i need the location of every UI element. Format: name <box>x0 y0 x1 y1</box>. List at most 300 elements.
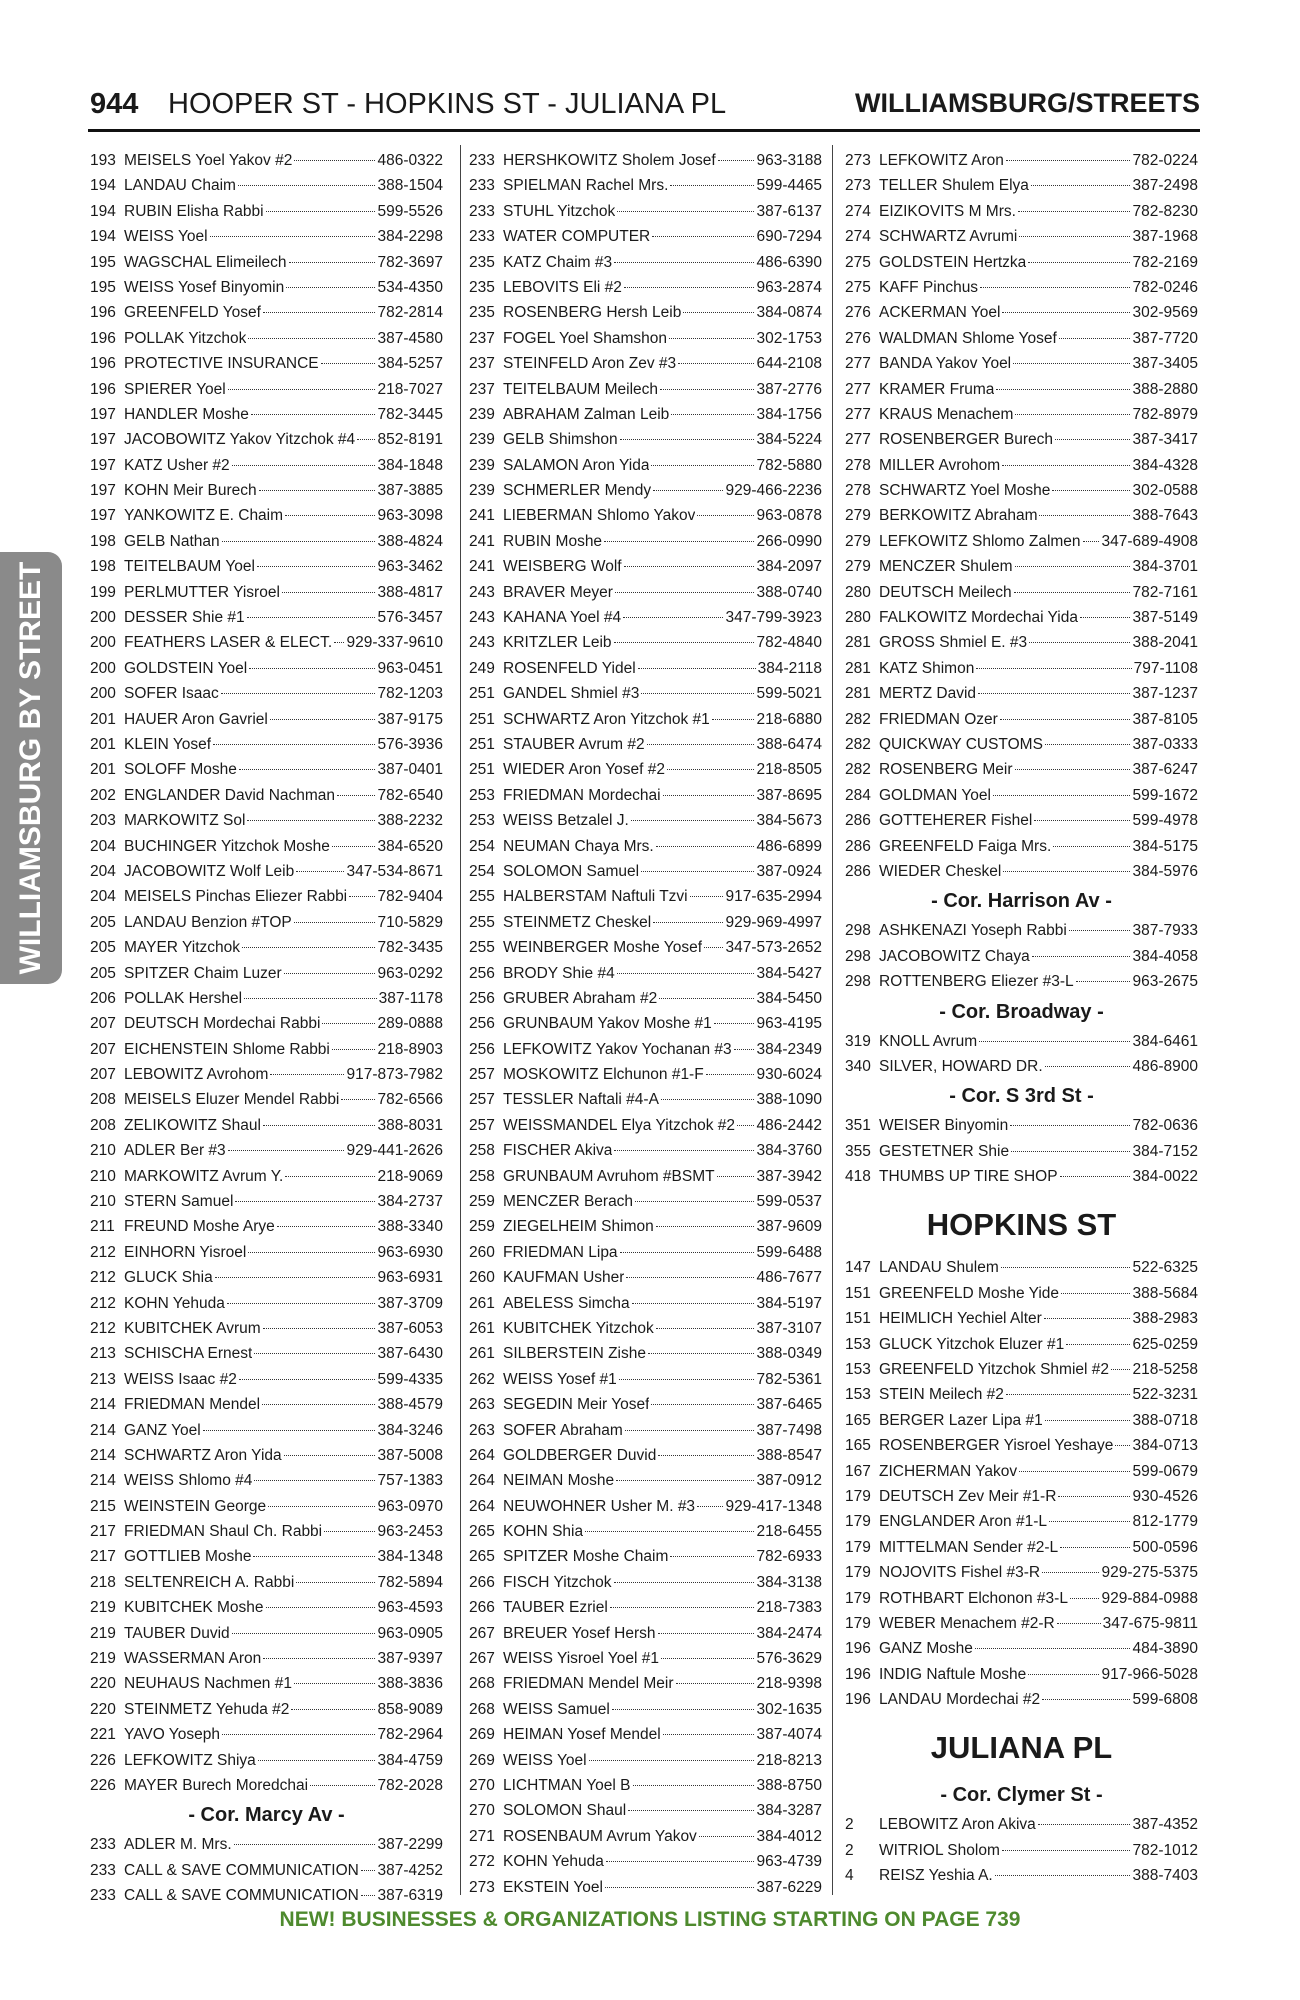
resident-name: SILVER, HOWARD DR. <box>879 1057 1043 1075</box>
resident-name: GRUNBAUM Avruhom #BSMT <box>503 1167 715 1185</box>
phone-number: 782-8230 <box>1132 202 1198 220</box>
listing-row <box>469 1748 822 1773</box>
side-tab <box>0 552 62 984</box>
resident-name: HERSHKOWITZ Sholem Josef <box>503 152 716 169</box>
listing-row <box>845 1281 1198 1306</box>
house-number: 281 <box>845 634 871 652</box>
dot-leader <box>213 744 375 745</box>
phone-number: 782-3435 <box>377 939 443 957</box>
listing-row <box>90 1494 443 1519</box>
dot-leader <box>1019 236 1130 237</box>
resident-name: MERTZ David <box>879 685 977 703</box>
listing-row <box>90 1316 443 1341</box>
dot-leader <box>1028 1674 1099 1675</box>
resident-name: ABELESS Simcha <box>503 1294 630 1312</box>
listing-row <box>845 275 1198 300</box>
listing-row <box>845 503 1198 528</box>
dot-leader <box>310 1785 375 1786</box>
listing-row <box>469 1062 822 1087</box>
phone-number: 384-3287 <box>756 1802 822 1820</box>
house-number: 275 <box>845 253 871 271</box>
listing-row <box>469 1544 822 1569</box>
column-divider <box>832 145 833 1895</box>
phone-number: 387-8105 <box>1132 710 1198 728</box>
phone-number: 929-417-1348 <box>725 1497 822 1515</box>
listing-row <box>845 944 1198 969</box>
phone-number: 387-3107 <box>756 1319 822 1337</box>
phone-number: 387-7933 <box>1132 922 1198 940</box>
listing-row <box>845 834 1198 859</box>
listing-row <box>845 377 1198 402</box>
resident-name: FRIEDMAN Mordechai <box>503 786 661 804</box>
phone-number: 388-4579 <box>377 1396 443 1414</box>
dot-leader <box>1053 846 1130 847</box>
listing-row <box>469 783 822 808</box>
listing-row <box>90 1087 443 1112</box>
phone-number: 387-1237 <box>1132 685 1198 703</box>
resident-name: WEISS Yoel <box>124 228 208 246</box>
house-number: 253 <box>469 812 495 830</box>
dot-leader <box>332 846 376 847</box>
dot-leader <box>254 1353 375 1354</box>
phone-number: 599-0537 <box>756 1193 822 1211</box>
listing-row <box>90 1214 443 1239</box>
resident-name: STAUBER Avrum #2 <box>503 735 645 753</box>
dot-leader <box>697 515 754 516</box>
phone-number: 782-6933 <box>756 1548 822 1566</box>
resident-name: KOHN Yehuda <box>124 1294 225 1312</box>
dot-leader <box>712 719 755 720</box>
house-number: 200 <box>90 634 116 652</box>
phone-number: 384-7152 <box>1132 1142 1198 1160</box>
resident-name: WEISBERG Wolf <box>503 558 622 576</box>
street-heading: JULIANA PL <box>930 1730 1113 1766</box>
resident-name: THUMBS UP TIRE SHOP <box>879 1168 1058 1186</box>
dot-leader <box>285 515 375 516</box>
phone-number: 387-3417 <box>1132 431 1198 449</box>
dot-leader <box>641 693 754 694</box>
listing-row <box>90 1443 443 1468</box>
dot-leader <box>247 617 376 618</box>
phone-number: 387-6053 <box>377 1319 443 1337</box>
listing-row <box>845 1509 1198 1534</box>
dot-leader <box>670 1556 754 1557</box>
phone-number: 797-1108 <box>1133 659 1198 677</box>
house-number: 278 <box>845 482 871 500</box>
listing-row <box>845 757 1198 782</box>
listing-row <box>469 554 822 579</box>
dot-leader <box>1055 439 1130 440</box>
resident-name: TESSLER Naftali #4-A <box>503 1091 659 1109</box>
house-number: 226 <box>90 1751 116 1769</box>
house-number: 254 <box>469 862 495 880</box>
listing-row <box>469 1875 822 1900</box>
listing-row <box>469 427 822 452</box>
house-number: 198 <box>90 558 116 576</box>
listing-row <box>469 529 822 554</box>
phone-number: 387-3885 <box>377 482 443 500</box>
resident-name: POLLAK Yitzchok <box>124 329 247 347</box>
phone-number: 963-6931 <box>377 1269 443 1287</box>
listing-row <box>90 757 443 782</box>
listing-row <box>845 969 1198 994</box>
house-number: 259 <box>469 1218 495 1236</box>
phone-number: 384-5450 <box>756 989 822 1007</box>
phone-number: 963-0292 <box>377 964 443 982</box>
phone-number: 384-5976 <box>1132 862 1198 880</box>
house-number: 220 <box>90 1700 116 1718</box>
resident-name: ROSENBAUM Avrum Yakov <box>503 1827 697 1845</box>
resident-name: LEFKOWITZ Yakov Yochanan #3 <box>503 1040 732 1058</box>
phone-number: 576-3936 <box>377 735 443 753</box>
phone-number: 384-2737 <box>377 1193 443 1211</box>
resident-name: WAGSCHAL Elimeilech <box>124 253 287 271</box>
listing-row <box>90 402 443 427</box>
phone-number: 486-6390 <box>756 253 822 271</box>
resident-name: LEFKOWITZ Aron <box>879 152 1004 169</box>
resident-name: SPITZER Chaim Luzer <box>124 964 282 982</box>
phone-number: 384-5257 <box>377 355 443 373</box>
phone-number: 384-5175 <box>1132 837 1198 855</box>
dot-leader <box>610 1607 755 1608</box>
dot-leader <box>357 439 375 440</box>
phone-number: 387-3942 <box>756 1167 822 1185</box>
phone-number: 387-9175 <box>377 710 443 728</box>
dot-leader <box>624 287 755 288</box>
resident-name: KAHANA Yoel #4 <box>503 609 622 627</box>
phone-number: 387-9397 <box>377 1650 443 1668</box>
dot-leader <box>1069 930 1131 931</box>
listing-row <box>845 250 1198 275</box>
resident-name: WEISS Yisroel Yoel #1 <box>503 1650 659 1668</box>
phone-number: 576-3629 <box>756 1650 822 1668</box>
house-number: 239 <box>469 456 495 474</box>
listing-row <box>469 1570 822 1595</box>
phone-number: 388-8750 <box>756 1777 822 1794</box>
dot-leader <box>653 490 723 491</box>
house-number: 251 <box>469 710 495 728</box>
resident-name: LANDAU Benzion #TOP <box>124 913 292 931</box>
phone-number: 929-337-9610 <box>346 634 443 652</box>
dot-leader <box>979 1041 1130 1042</box>
house-number: 276 <box>845 329 871 347</box>
listing-row <box>845 224 1198 249</box>
resident-name: GELB Shimshon <box>503 431 618 449</box>
house-number: 206 <box>90 989 116 1007</box>
dot-leader <box>737 1125 754 1126</box>
dot-leader <box>222 1734 376 1735</box>
resident-name: MEISELS Eluzer Mendel Rabbi <box>124 1091 340 1109</box>
resident-name: GOLDBERGER Duvid <box>503 1446 657 1464</box>
house-number: 204 <box>90 888 116 906</box>
resident-name: KUBITCHEK Moshe <box>124 1599 264 1617</box>
phone-number: 929-969-4997 <box>725 913 822 931</box>
dot-leader <box>258 1760 376 1761</box>
phone-number: 384-2097 <box>756 558 822 576</box>
dot-leader <box>678 363 754 364</box>
dot-leader <box>268 1506 375 1507</box>
dot-leader <box>284 1455 376 1456</box>
house-number: 239 <box>469 405 495 423</box>
resident-name: PERLMUTTER Yisroel <box>124 583 280 601</box>
house-number: 233 <box>90 1836 116 1854</box>
house-number: 261 <box>469 1319 495 1337</box>
phone-number: 599-4465 <box>756 177 822 195</box>
phone-number: 917-635-2994 <box>725 888 822 906</box>
dot-leader <box>651 1404 754 1405</box>
house-number: 198 <box>90 532 116 550</box>
dot-leader <box>257 566 376 567</box>
phone-number: 302-1753 <box>756 329 822 347</box>
listing-row <box>845 1332 1198 1357</box>
phone-number: 347-675-9811 <box>1102 1614 1198 1632</box>
phone-number: 347-799-3923 <box>725 609 822 627</box>
resident-name: SCHWARTZ Aron Yitzchok #1 <box>503 710 710 728</box>
resident-name: GRUBER Abraham #2 <box>503 989 658 1007</box>
phone-number: 782-1203 <box>377 685 443 703</box>
house-number: 260 <box>469 1243 495 1261</box>
dot-leader <box>624 566 755 567</box>
listing-row <box>90 1265 443 1290</box>
house-number: 196 <box>845 1691 871 1709</box>
resident-name: STEIN Meilech #2 <box>879 1386 1004 1404</box>
listing-row <box>90 732 443 757</box>
resident-name: STEINMETZ Yehuda #2 <box>124 1700 290 1718</box>
house-number: 251 <box>469 761 495 779</box>
listing-row <box>90 1062 443 1087</box>
phone-number: 384-5224 <box>756 431 822 449</box>
listing-row <box>469 707 822 732</box>
listing-row <box>469 503 822 528</box>
listing-row <box>845 402 1198 427</box>
phone-number: 782-4840 <box>756 634 822 652</box>
listing-row <box>469 1621 822 1646</box>
house-number: 277 <box>845 355 871 373</box>
house-number: 269 <box>469 1726 495 1744</box>
house-number: 266 <box>469 1599 495 1617</box>
dot-leader <box>1058 1496 1130 1497</box>
resident-name: KRAUS Menachem <box>879 405 1014 423</box>
resident-name: ROSENFELD Yidel <box>503 659 636 677</box>
phone-number: 387-7498 <box>756 1421 822 1439</box>
phone-number: 599-6808 <box>1132 1691 1198 1709</box>
listing-row <box>845 1408 1198 1433</box>
dot-leader <box>1015 769 1131 770</box>
resident-name: WIEDER Cheskel <box>879 862 1002 880</box>
listing-row <box>845 1611 1198 1636</box>
resident-name: KNOLL Avrum <box>879 1032 978 1050</box>
listing-row <box>90 1697 443 1722</box>
phone-number: 782-0246 <box>1132 278 1198 296</box>
listing-row <box>90 808 443 833</box>
phone-number: 387-6465 <box>756 1396 822 1414</box>
resident-name: SOLOMON Shaul <box>503 1802 627 1820</box>
dot-leader <box>617 973 755 974</box>
house-number: 214 <box>90 1396 116 1414</box>
house-number: 268 <box>469 1700 495 1718</box>
resident-name: BRAVER Meyer <box>503 583 613 601</box>
house-number: 276 <box>845 304 871 322</box>
listing-row <box>90 275 443 300</box>
dot-leader <box>1032 956 1131 957</box>
resident-name: LANDAU Chaim <box>124 177 236 195</box>
phone-number: 387-3405 <box>1132 355 1198 373</box>
phone-number: 387-6319 <box>377 1887 443 1905</box>
listing-row <box>90 580 443 605</box>
house-number: 280 <box>845 583 871 601</box>
listing-row <box>845 351 1198 376</box>
listing-row <box>90 1037 443 1062</box>
listing-row <box>845 681 1198 706</box>
resident-name: EKSTEIN Yoel <box>503 1878 603 1896</box>
house-number: 151 <box>845 1284 871 1302</box>
phone-number: 387-1968 <box>1132 228 1198 246</box>
phone-number: 599-0679 <box>1132 1462 1198 1480</box>
listing-row <box>90 326 443 351</box>
house-number: 207 <box>90 1066 116 1084</box>
house-number: 212 <box>90 1294 116 1312</box>
phone-number: 388-2880 <box>1132 380 1198 398</box>
phone-number: 929-441-2626 <box>346 1142 443 1160</box>
resident-name: FEATHERS LASER & ELECT. <box>124 634 333 652</box>
phone-number: 387-2299 <box>377 1836 443 1854</box>
house-number: 277 <box>845 405 871 423</box>
house-number: 286 <box>845 812 871 830</box>
dot-leader <box>259 490 376 491</box>
house-number: 165 <box>845 1411 871 1429</box>
phone-number: 782-9404 <box>377 888 443 906</box>
house-number: 277 <box>845 431 871 449</box>
listing-row <box>845 1459 1198 1484</box>
dot-leader <box>262 1404 375 1405</box>
dot-leader <box>619 1379 755 1380</box>
house-number: 151 <box>845 1310 871 1328</box>
resident-name: EIZIKOVITS M Mrs. <box>879 202 1016 220</box>
dot-leader <box>1080 617 1130 618</box>
dot-leader <box>641 871 754 872</box>
house-number: 418 <box>845 1168 871 1186</box>
listing-row <box>845 300 1198 325</box>
house-number: 268 <box>469 1675 495 1693</box>
dot-leader <box>656 1328 755 1329</box>
listing-row <box>469 1341 822 1366</box>
listing-row <box>469 1291 822 1316</box>
house-number: 215 <box>90 1497 116 1515</box>
listing-row <box>90 884 443 909</box>
listing-row <box>469 935 822 960</box>
resident-name: FRIEDMAN Mendel Meir <box>503 1675 674 1693</box>
resident-name: GANZ Moshe <box>879 1640 973 1658</box>
house-number: 233 <box>469 177 495 195</box>
listing-row <box>469 1722 822 1747</box>
street-range-title: HOOPER ST - HOPKINS ST - JULIANA PL <box>168 88 727 120</box>
house-number: 280 <box>845 609 871 627</box>
listing-row <box>469 605 822 630</box>
dot-leader <box>706 1074 755 1075</box>
listing-row <box>90 427 443 452</box>
house-number: 241 <box>469 532 495 550</box>
phone-number: 599-5021 <box>756 685 822 703</box>
resident-name: ENGLANDER David Nachman <box>124 786 336 804</box>
phone-number: 388-8031 <box>377 1116 443 1134</box>
house-number: 179 <box>845 1487 871 1505</box>
dot-leader <box>263 312 376 313</box>
listing-row <box>845 630 1198 655</box>
dot-leader <box>232 1633 376 1634</box>
dot-leader <box>239 769 376 770</box>
house-number: 260 <box>469 1269 495 1287</box>
phone-number: 388-7643 <box>1132 507 1198 525</box>
resident-name: WEBER Menachem #2-R <box>879 1614 1055 1632</box>
listing-row <box>469 1240 822 1265</box>
listing-row <box>469 808 822 833</box>
resident-name: SCHWARTZ Yoel Moshe <box>879 482 1051 500</box>
house-number: 256 <box>469 989 495 1007</box>
resident-name: KOHN Shia <box>503 1523 584 1541</box>
listing-row <box>90 1671 443 1696</box>
resident-name: BERGER Lazer Lipa #1 <box>879 1411 1043 1429</box>
phone-number: 963-4739 <box>756 1853 822 1871</box>
resident-name: FALKOWITZ Mordechai Yida <box>879 609 1078 627</box>
house-number: 340 <box>845 1057 871 1075</box>
resident-name: INDIG Naftule Moshe <box>879 1665 1027 1683</box>
resident-name: SCHWARTZ Avrumi <box>879 228 1018 246</box>
house-number: 199 <box>90 583 116 601</box>
house-number: 214 <box>90 1421 116 1439</box>
resident-name: SILBERSTEIN Zishe <box>503 1345 646 1363</box>
resident-name: HAUER Aron Gavriel <box>124 710 268 728</box>
dot-leader <box>232 465 376 466</box>
resident-name: GANDEL Shmiel #3 <box>503 685 640 703</box>
resident-name: LIEBERMAN Shlomo Yakov <box>503 507 696 525</box>
house-number: 197 <box>90 405 116 423</box>
house-number: 273 <box>845 152 871 169</box>
house-number: 282 <box>845 761 871 779</box>
phone-number: 384-6461 <box>1132 1032 1198 1050</box>
resident-name: GOTTEHERER Fishel <box>879 812 1033 830</box>
resident-name: HEIMLICH Yechiel Alter <box>879 1310 1042 1328</box>
dot-leader <box>620 1252 755 1253</box>
resident-name: ROTHBART Elchonon #3-L <box>879 1589 1068 1607</box>
dot-leader <box>1002 465 1130 466</box>
house-number: 201 <box>90 710 116 728</box>
dot-leader <box>291 1709 375 1710</box>
dot-leader <box>321 363 376 364</box>
phone-number: 522-3231 <box>1132 1386 1198 1404</box>
dot-leader <box>1018 211 1131 212</box>
resident-name: DEUTSCH Mordechai Rabbi <box>124 1015 321 1033</box>
resident-name: PROTECTIVE INSURANCE <box>124 355 319 373</box>
resident-name: RUBIN Elisha Rabbi <box>124 202 264 220</box>
dot-leader <box>632 1303 755 1304</box>
resident-name: MAYER Burech Moredchai <box>124 1777 309 1794</box>
resident-name: SALAMON Aron Yida <box>503 456 650 474</box>
house-number: 200 <box>90 609 116 627</box>
phone-number: 963-0451 <box>377 659 443 677</box>
phone-number: 384-3138 <box>756 1573 822 1591</box>
dot-leader <box>976 668 1131 669</box>
resident-name: MENCZER Berach <box>503 1193 634 1211</box>
resident-name: WEISS Yosef #1 <box>503 1370 617 1388</box>
house-number: 201 <box>90 761 116 779</box>
phone-number: 388-4824 <box>377 532 443 550</box>
resident-name: GRUNBAUM Yakov Moshe #1 <box>503 1015 712 1033</box>
phone-number: 388-0740 <box>756 583 822 601</box>
dot-leader <box>222 541 376 542</box>
listing-row <box>845 1687 1198 1712</box>
listing-row <box>90 707 443 732</box>
phone-number: 599-6488 <box>756 1243 822 1261</box>
